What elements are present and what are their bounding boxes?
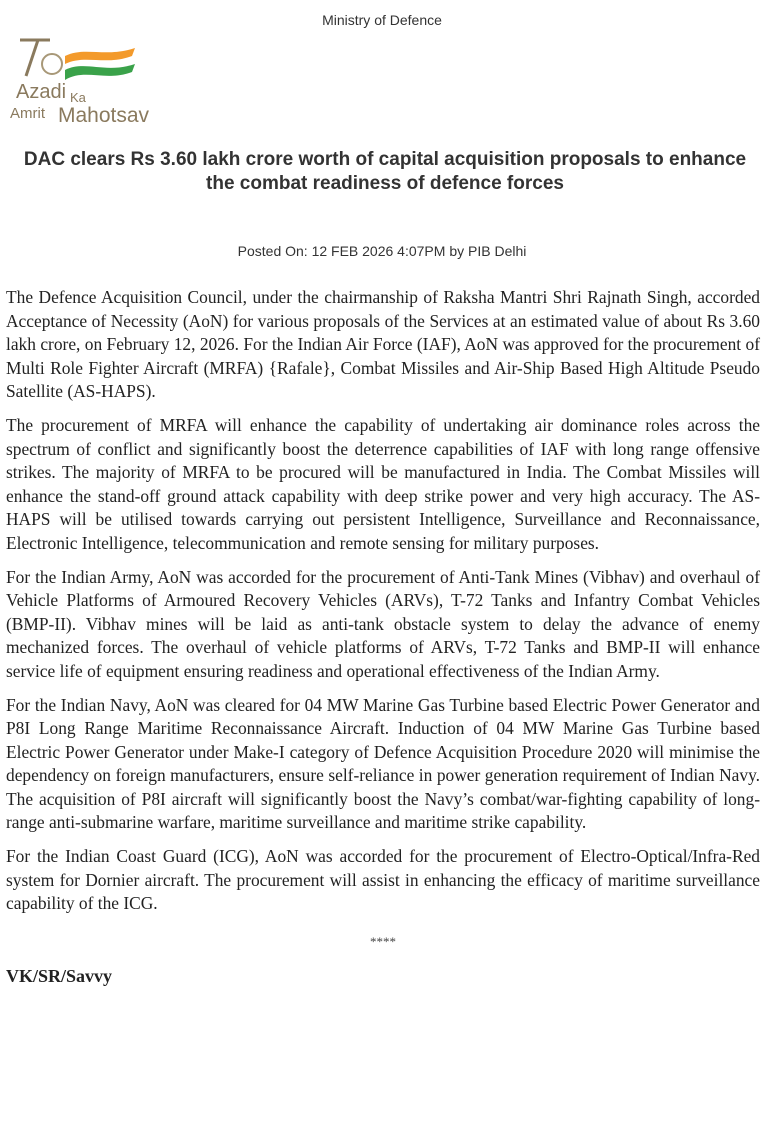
- svg-text:Mahotsav: Mahotsav: [58, 104, 150, 126]
- ministry-name: Ministry of Defence: [322, 12, 442, 28]
- azadi-ka-amrit-mahotsav-logo: [10, 36, 170, 126]
- posted-date: Posted On: 12 FEB 2026 4:07PM by PIB Delhi: [237, 243, 527, 259]
- svg-text:Amrit: Amrit: [10, 105, 45, 122]
- svg-text:Azadi: Azadi: [16, 81, 67, 103]
- separator: ****: [370, 933, 396, 949]
- article-body: [6, 286, 760, 989]
- paragraph: For the Indian Coast Guard (ICG), AoN was accorded for the procurement of Electro-Optical/Infra-Red system for Dornier aircraft. The procurement will assist in enhancing the efficacy of maritime surveillance capability of the ICG.: [6, 846, 760, 914]
- svg-text:Ka: Ka: [70, 90, 86, 105]
- paragraph: For the Indian Army, AoN was accorded for the procurement of Anti-Tank Mines (Vibhav) and overhaul of Vehicle Platforms of Armoured Recovery Vehicles (ARVs), T-72 Tanks and Infantry Combat Vehicles (BMP-II). Vibhav mines will be laid as anti-tank obstacle system to delay the advance of enemy mechanized forces. The overhaul of vehicle platforms of ARVs, T-72 Tanks and BMP-II will enhance service life of equipment ensuring readiness and operational effectiveness of the Indian Army.: [6, 566, 760, 681]
- signature: VK/SR/Savvy: [6, 966, 113, 987]
- paragraph: The procurement of MRFA will enhance the capability of undertaking air dominance roles across the spectrum of conflict and significantly boost the deterrence capabilities of IAF with long range offensive strikes. The majority of MRFA to be procured will be manufactured in India. The Combat Missiles will enhance the stand-off ground attack capability with deep strike power and very high accuracy. The AS-HAPS will be utilised towards carrying out persistent Intelligence, Surveillance and Reconnaissance, Electronic Intelligence, telecommunication and remote sensing for military purposes.: [6, 414, 760, 553]
- page-title: DAC clears Rs 3.60 lakh crore worth of capital acquisition proposals to enhance the combat readiness of defence forces: [23, 149, 747, 194]
- paragraph: The Defence Acquisition Council, under the chairmanship of Raksha Mantri Shri Rajnath Singh, accorded Acceptance of Necessity (AoN) for various proposals of the Services at an estimated value of about Rs 3.60 lakh crore, on February 12, 2026. For the Indian Air Force (IAF), AoN was approved for the procurement of Multi Role Fighter Aircraft (MRFA) {Rafale}, Combat Missiles and Air-Ship Based High Altitude Pseudo Satellite (AS-HAPS).: [6, 287, 760, 402]
- paragraph: For the Indian Navy, AoN was cleared for 04 MW Marine Gas Turbine based Electric Power Generator and P8I Long Range Maritime Reconnaissance Aircraft. Induction of 04 MW Marine Gas Turbine based Electric Power Generator under Make-I category of Defence Acquisition Procedure 2020 will minimise the dependency on foreign manufacturers, ensure self-reliance in power generation requirement of Indian Navy. The acquisition of P8I aircraft will significantly boost the Navy’s combat/war-fighting capability of long-range anti-submarine warfare, maritime surveillance and maritime strike capability.: [6, 694, 760, 833]
